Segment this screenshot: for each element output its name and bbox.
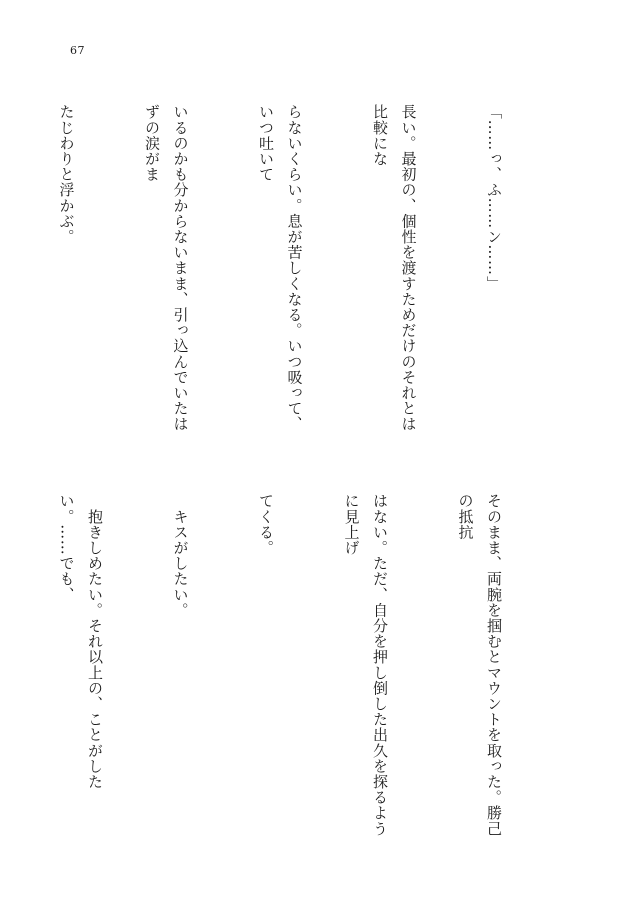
page-number: 67 (70, 44, 85, 57)
text-line: キスがしたい。 (171, 493, 190, 618)
text-line: らないくらい。息が苦しくなる。いつ吸って、いつ吐いて (257, 104, 304, 432)
text-line: そのまま、両腕を掴むとマウントを取った。勝己の抵抗 (456, 493, 503, 837)
text-line: はない。ただ、自分を押し倒した出久を探るように見上げ (342, 493, 389, 837)
text-block-top (57, 104, 565, 439)
text-line: いるのかも分からないまま、引っ込んでいたはずの涙がま (143, 104, 190, 432)
text-line: 長い。最初の、個性を渡すためだけのそれとは比較にな (371, 104, 418, 432)
text-block-bottom (57, 493, 565, 838)
text-line: 「……っ、ふ……ン……」 (485, 104, 503, 292)
text-line: たじわりと浮かぶ。 (57, 104, 76, 245)
text-line: 抱きしめたい。それ以上の、ことがしたい。……でも、 (57, 493, 104, 790)
text-line: てくる。 (257, 493, 275, 556)
